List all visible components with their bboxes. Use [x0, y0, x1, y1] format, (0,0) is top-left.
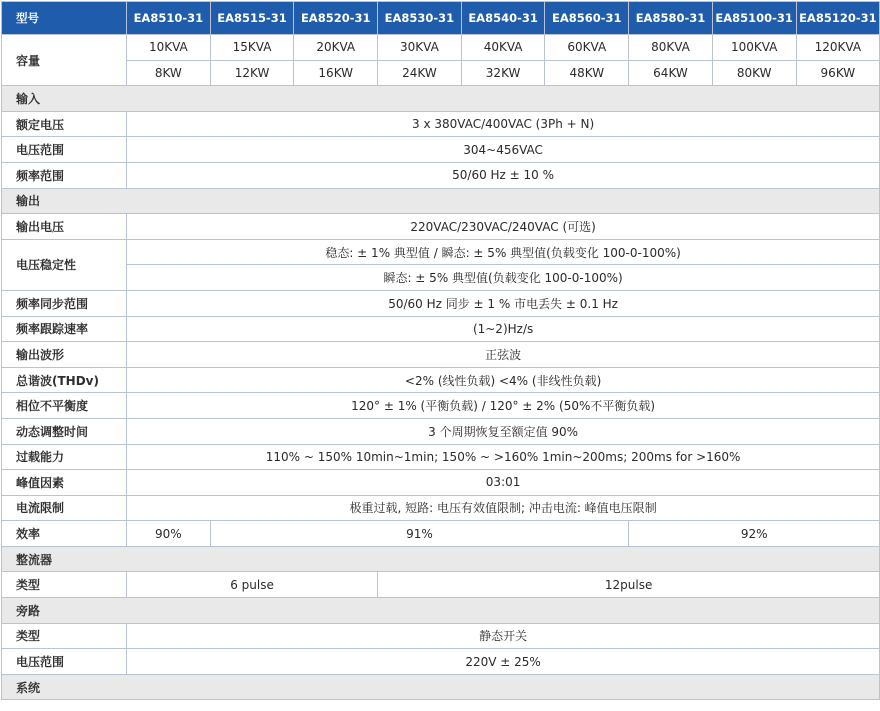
- row-label: 类型: [2, 623, 127, 649]
- row-value: 220V ± 25%: [127, 649, 880, 675]
- model-name: EA8560-31: [545, 2, 629, 35]
- row-label: 频率跟踪速率: [2, 316, 127, 342]
- model-name: EA85100-31: [712, 2, 796, 35]
- kw-cell: 8KW: [127, 60, 211, 86]
- row-label: 输出电压: [2, 214, 127, 240]
- row-value: 91%: [210, 521, 628, 547]
- capacity-kw-row: [2, 60, 880, 86]
- model-label: 型号: [2, 2, 127, 35]
- row-value: 12pulse: [378, 572, 880, 598]
- table-row: [2, 418, 880, 444]
- row-label: 电压稳定性: [2, 239, 127, 290]
- row-label: 频率范围: [2, 162, 127, 188]
- table-row: [2, 111, 880, 137]
- row-label: 峰值因素: [2, 470, 127, 496]
- model-name: EA8540-31: [461, 2, 545, 35]
- kva-cell: 10KVA: [127, 35, 211, 61]
- row-label: 电压范围: [2, 649, 127, 675]
- kw-cell: 96KW: [796, 60, 880, 86]
- row-label: 效率: [2, 521, 127, 547]
- row-value: 极重过载, 短路: 电压有效值限制; 冲击电流: 峰值电压限制: [127, 495, 880, 521]
- model-name: EA8520-31: [294, 2, 378, 35]
- row-value: 6 pulse: [127, 572, 378, 598]
- table-row: [2, 342, 880, 368]
- row-label: 动态调整时间: [2, 418, 127, 444]
- table-row: [2, 521, 880, 547]
- kw-cell: 12KW: [210, 60, 294, 86]
- model-name: EA8515-31: [210, 2, 294, 35]
- table-row: [2, 239, 880, 265]
- model-name: EA8580-31: [629, 2, 713, 35]
- row-value: 120° ± 1% (平衡负载) / 120° ± 2% (50%不平衡负载): [127, 393, 880, 419]
- table-row: [2, 367, 880, 393]
- row-value: (1~2)Hz/s: [127, 316, 880, 342]
- kva-cell: 60KVA: [545, 35, 629, 61]
- section-title: 输入: [2, 86, 880, 112]
- capacity-kva-row: [2, 35, 880, 61]
- kva-cell: 30KVA: [378, 35, 462, 61]
- row-label: 电流限制: [2, 495, 127, 521]
- row-value: 90%: [127, 521, 211, 547]
- section-title: 整流器: [2, 546, 880, 572]
- section-system: [2, 674, 880, 700]
- capacity-label: 容量: [2, 35, 127, 86]
- table-row: [2, 137, 880, 163]
- row-value: 92%: [629, 521, 880, 547]
- model-name: EA85120-31: [796, 2, 880, 35]
- table-row: [2, 316, 880, 342]
- row-label: 额定电压: [2, 111, 127, 137]
- section-input: [2, 86, 880, 112]
- section-title: 旁路: [2, 598, 880, 624]
- row-label: 相位不平衡度: [2, 393, 127, 419]
- row-value: 稳态: ± 1% 典型值 / 瞬态: ± 5% 典型值(负载变化 100-0-100%): [127, 239, 880, 265]
- kva-cell: 80KVA: [629, 35, 713, 61]
- section-title: 输出: [2, 188, 880, 214]
- kva-cell: 20KVA: [294, 35, 378, 61]
- table-row: [2, 162, 880, 188]
- row-label: 类型: [2, 572, 127, 598]
- row-value: 静态开关: [127, 623, 880, 649]
- table-row: [2, 290, 880, 316]
- model-name: EA8530-31: [378, 2, 462, 35]
- kva-cell: 120KVA: [796, 35, 880, 61]
- kw-cell: 64KW: [629, 60, 713, 86]
- row-label: 过载能力: [2, 444, 127, 470]
- row-value: <2% (线性负载) <4% (非线性负载): [127, 367, 880, 393]
- model-name: EA8510-31: [127, 2, 211, 35]
- table-row: [2, 470, 880, 496]
- row-value: 110% ~ 150% 10min~1min; 150% ~ >160% 1min~200ms; 200ms for >160%: [127, 444, 880, 470]
- section-bypass: [2, 598, 880, 624]
- section-title: 系统: [2, 674, 880, 700]
- row-value: 220VAC/230VAC/240VAC (可选): [127, 214, 880, 240]
- kw-cell: 48KW: [545, 60, 629, 86]
- row-label: 总谐波(THDv): [2, 367, 127, 393]
- table-row: [2, 393, 880, 419]
- kw-cell: 32KW: [461, 60, 545, 86]
- section-rectifier: [2, 546, 880, 572]
- section-output: [2, 188, 880, 214]
- table-row: [2, 649, 880, 675]
- row-value: 50/60 Hz 同步 ± 1 % 市电丢失 ± 0.1 Hz: [127, 290, 880, 316]
- row-label: 频率同步范围: [2, 290, 127, 316]
- kva-cell: 40KVA: [461, 35, 545, 61]
- table-row: [2, 214, 880, 240]
- table-row: [2, 444, 880, 470]
- row-value: 瞬态: ± 5% 典型值(负载变化 100-0-100%): [127, 265, 880, 291]
- row-label: 电压范围: [2, 137, 127, 163]
- row-value: 304~456VAC: [127, 137, 880, 163]
- row-value: 50/60 Hz ± 10 %: [127, 162, 880, 188]
- table-row: [2, 572, 880, 598]
- row-value: 正弦波: [127, 342, 880, 368]
- kw-cell: 80KW: [712, 60, 796, 86]
- header-row: [2, 2, 880, 35]
- row-value: 03:01: [127, 470, 880, 496]
- row-value: 3 个周期恢复至额定值 90%: [127, 418, 880, 444]
- row-label: 输出波形: [2, 342, 127, 368]
- table-row: [2, 495, 880, 521]
- table-row: [2, 623, 880, 649]
- kva-cell: 100KVA: [712, 35, 796, 61]
- table-row: [2, 265, 880, 291]
- spec-table: [1, 1, 880, 700]
- kva-cell: 15KVA: [210, 35, 294, 61]
- row-value: 3 x 380VAC/400VAC (3Ph + N): [127, 111, 880, 137]
- kw-cell: 16KW: [294, 60, 378, 86]
- kw-cell: 24KW: [378, 60, 462, 86]
